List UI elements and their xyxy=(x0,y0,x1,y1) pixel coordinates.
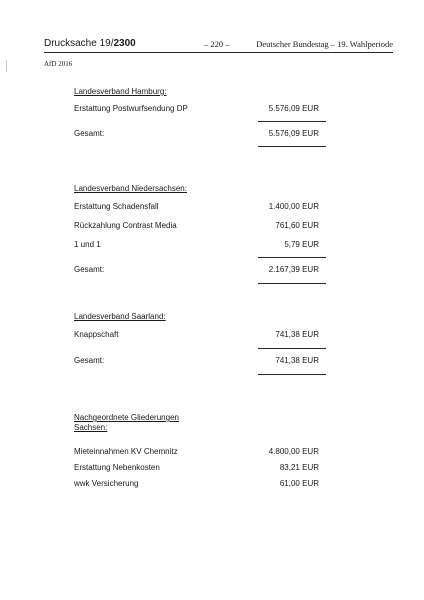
margin-mark xyxy=(6,60,7,72)
item-label: Erstattung Nebenkosten xyxy=(74,463,160,472)
total-label: Gesamt: xyxy=(74,129,105,138)
item-label: Knappschaft xyxy=(74,330,119,339)
document-number-value: 2300 xyxy=(113,38,136,49)
section-heading-hamburg: Landesverband Hamburg: xyxy=(74,87,167,96)
item-label: wwk Versicherung xyxy=(74,479,139,488)
section-heading-saarland: Landesverband Saarland: xyxy=(74,312,166,321)
item-amount: 5.576,09 EUR xyxy=(268,104,319,113)
item-amount: 761,60 EUR xyxy=(275,221,319,230)
subtotal-rule xyxy=(258,257,326,258)
item-label: Rückzahlung Contrast Media xyxy=(74,221,177,230)
item-amount: 5,79 EUR xyxy=(284,240,319,249)
party-year-tag: AfD 2016 xyxy=(44,60,73,68)
section-heading-sachsen-line2: Sachsen: xyxy=(74,423,108,432)
total-amount: 5.576,09 EUR xyxy=(268,129,319,138)
item-label: 1 und 1 xyxy=(74,240,101,249)
section-heading-sachsen-line1: Nachgeordnete Gliederungen xyxy=(74,413,179,422)
total-amount: 741,38 EUR xyxy=(275,356,319,365)
total-rule xyxy=(258,374,326,375)
item-amount: 61,00 EUR xyxy=(279,479,319,488)
total-rule xyxy=(258,146,326,147)
section-heading-niedersachsen: Landesverband Niedersachsen: xyxy=(74,184,187,193)
item-amount: 4.800,00 EUR xyxy=(268,447,319,456)
page-number: – 220 – xyxy=(204,39,230,49)
item-amount: 1.400,00 EUR xyxy=(268,202,319,211)
subtotal-rule xyxy=(258,121,326,122)
header-divider xyxy=(44,52,393,53)
total-amount: 2.167,39 EUR xyxy=(268,265,319,274)
document-number-label: Drucksache 19/ xyxy=(44,38,114,49)
document-source: Deutscher Bundestag – 19. Wahlperiode xyxy=(256,39,393,49)
item-label: Erstattung Schadensfall xyxy=(74,202,159,211)
page-header xyxy=(44,38,393,52)
item-label: Mieteinnahmen KV Chemnitz xyxy=(74,447,178,456)
total-rule xyxy=(258,283,326,284)
total-label: Gesamt: xyxy=(74,356,105,365)
item-amount: 741,38 EUR xyxy=(275,330,319,339)
item-label: Erstattung Postwurfsendung DP xyxy=(74,104,188,113)
subtotal-rule xyxy=(258,348,326,349)
document-number xyxy=(44,38,136,49)
item-amount: 83,21 EUR xyxy=(279,463,319,472)
total-label: Gesamt: xyxy=(74,265,105,274)
